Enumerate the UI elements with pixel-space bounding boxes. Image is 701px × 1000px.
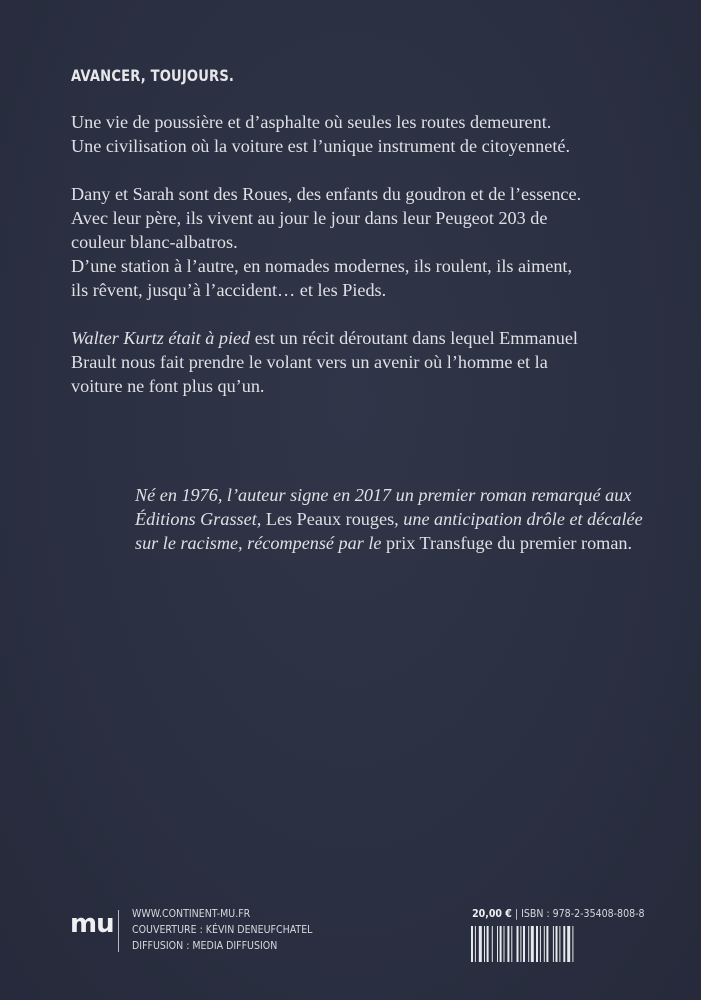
barcode-bar — [553, 926, 554, 962]
blurb-line: Brault nous fait prendre le volant vers un avenir où l’homme et la — [71, 352, 548, 372]
blurb-line: Avec leur père, ils vivent au jour le jour dans leur Peugeot 203 de — [71, 208, 548, 228]
isbn: ISBN : 978-2-35408-808-8 — [521, 907, 645, 920]
blurb-line: Dany et Sarah sont des Roues, des enfants du goudron et de l’essence. — [71, 184, 582, 204]
blurb-line: D’une station à l’autre, en nomades modernes, ils roulent, ils aiment, — [71, 256, 573, 276]
barcode-bar — [520, 926, 521, 962]
barcode-bar — [528, 926, 529, 962]
barcode-bar — [479, 926, 482, 962]
price-isbn-line — [473, 906, 645, 922]
credits-block — [132, 906, 312, 954]
barcode-bar — [567, 926, 570, 962]
barcode-bar — [497, 926, 498, 962]
blurb-line: Une civilisation où la voiture est l’unique instrument de citoyenneté. — [71, 136, 571, 156]
website-link[interactable]: WWW.CONTINENT-MU.FR — [132, 907, 251, 920]
barcode-bar — [500, 926, 502, 962]
tagline-heading: AVANCER, TOUJOURS. — [71, 66, 235, 85]
barcode-bar — [475, 926, 476, 962]
blurb-line — [71, 326, 641, 350]
barcode-bar — [563, 926, 565, 962]
barcode-bar — [572, 926, 573, 962]
cover-credit: COUVERTURE : KÉVIN DENEUFCHATEL — [132, 923, 313, 936]
footer-divider — [118, 910, 119, 952]
blurb-paragraph-3 — [71, 326, 641, 398]
publisher-logo: mu — [70, 909, 114, 939]
author-bio — [135, 483, 645, 555]
bio-italic-text: Né en 1976, l’auteur signe en 2017 un premier roman remarqué aux Éditions Grasset, — [135, 485, 632, 529]
barcode-bar — [531, 926, 534, 962]
publisher-footer — [70, 906, 645, 956]
barcode-bar — [487, 926, 489, 962]
prize-name: prix Transfuge du premier roman. — [386, 533, 633, 553]
blurb-paragraph-1 — [71, 110, 641, 158]
barcode-bar — [546, 926, 548, 962]
barcode-bar — [517, 926, 519, 962]
price: 20,00 € — [472, 907, 513, 920]
barcode-bar — [523, 926, 525, 962]
barcode-bar — [492, 926, 493, 962]
barcode-bar — [544, 926, 545, 962]
barcode-bar — [559, 926, 560, 962]
barcode-bar — [540, 926, 541, 962]
barcode-bar — [507, 926, 509, 962]
distribution-credit: DIFFUSION : MEDIA DIFFUSION — [132, 939, 278, 952]
barcode-bar — [511, 926, 512, 962]
barcode-bar — [536, 926, 538, 962]
book-title-italic: Walter Kurtz était à pied — [71, 328, 251, 348]
blurb-line: ils rêvent, jusqu’à l’accident… et les Pieds. — [71, 280, 387, 300]
barcode-bar — [471, 926, 473, 962]
previous-book-title: Les Peaux rouges — [265, 509, 395, 529]
blurb-paragraph-2 — [71, 182, 641, 302]
barcode-bar — [556, 926, 558, 962]
barcode-bar — [484, 926, 485, 962]
blurb-text: est un récit déroutant dans lequel Emmanuel — [250, 328, 578, 348]
blurb-line: voiture ne font plus qu’un. — [71, 376, 265, 396]
blurb-line: couleur blanc-albatros. — [71, 232, 238, 252]
barcode-icon — [470, 926, 645, 962]
barcode-bar — [504, 926, 505, 962]
bio-italic-text: , une anticipation drôle et décalée sur le racisme, récompensé par le — [135, 509, 643, 553]
blurb-line: Une vie de poussière et d’asphalte où seules les routes demeurent. — [71, 112, 552, 132]
price-separator: | — [515, 907, 522, 920]
